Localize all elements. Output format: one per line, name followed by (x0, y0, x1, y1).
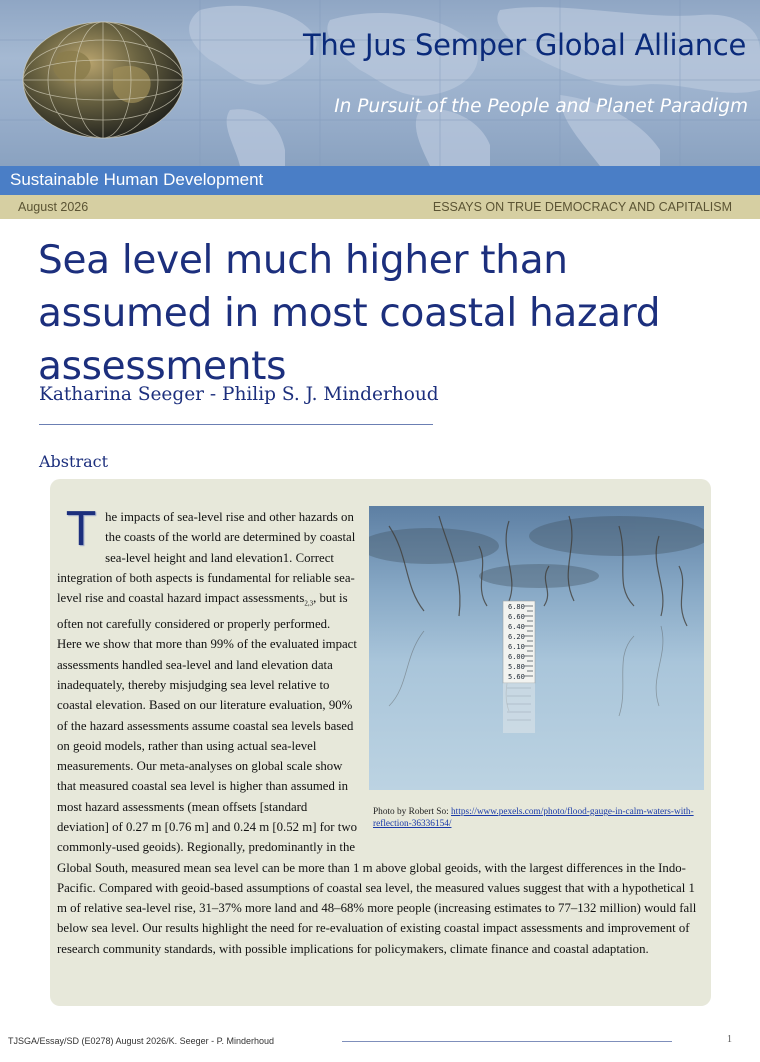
section-bar (0, 166, 760, 195)
flood-gauge-photo (369, 506, 704, 790)
header-banner (0, 0, 760, 166)
gauge-label-7: 5.60 (508, 673, 525, 681)
footer-citation: TJSGA/Essay/SD (E0278) August 2026/K. Seeger - P. Minderhoud (8, 1036, 274, 1046)
abstract-body-part1: he impacts of sea-level rise and other hazards on the coasts of the world are determined by coastal sea-level height and land elevation1. Correct integration of both aspects is fundamental for reliable sea-level rise and coastal hazard impact assessments (57, 510, 356, 606)
caption-prefix: Photo by Robert So: (373, 807, 451, 817)
gauge-label-2: 6.40 (508, 623, 525, 631)
flood-gauge-image (369, 506, 704, 790)
title-divider (39, 424, 433, 425)
article-title: Sea level much higher than assumed in most coastal hazard assessments (38, 238, 661, 389)
article-authors: Katharina Seeger - Philip S. J. Minderhoud (39, 384, 439, 405)
gauge-label-3: 6.20 (508, 633, 525, 641)
abstract-body-part2: , but is often not carefully considered or properly performed. Here we show that more than 99% of the evaluated impact assessments handled sea-level and land elevation data inadequately, thereby misjudging sea level relative to coastal elevation. Based on our literature evaluation, 90% of the hazard assessments assume coastal sea levels based on geoid models, rather than using actual sea-level measurements. Our meta-analyses on global scale show that measured coastal sea level is higher than assumed in most hazard assessments (mean offsets [standard deviation] of 0.27 m [0.76 m] and 0.24 m [0.52 m] for two commonly-used geoids). Regionally, predominantly in the Global South, measured mean sea level can be more than 1 m above global geoids, with the largest differences in the Indo-Pacific. Compared with geoid-based assumptions of coastal sea level, the measured values suggest that with a hypothetical 1 m of relative sea-level rise, 31–37% more land and 48–68% more people (increasing estimates to 77–132 million) would fall below sea level. Our results highlight the need for re-evaluation of existing coastal impact assessments and improvement of research community standards, with possible implications for policymakers, climate finance and coastal adaptation. (57, 591, 697, 956)
gauge-label-0: 6.80 (508, 603, 525, 611)
issue-date: August 2026 (18, 200, 89, 214)
page-number: 1 (727, 1034, 732, 1045)
globe-logo-icon (18, 14, 188, 146)
date-bar (0, 195, 760, 219)
gauge-label-4: 6.10 (508, 643, 525, 651)
abstract-dropcap: T (67, 502, 96, 556)
photo-caption (373, 806, 703, 830)
site-tagline: In Pursuit of the People and Planet Paradigm (334, 96, 748, 117)
caption-link[interactable]: https://www.pexels.com/photo/flood-gauge-in-calm-waters-with-reflection-36336154/ (373, 807, 694, 829)
gauge-label-1: 6.60 (508, 613, 525, 621)
abstract-heading: Abstract (39, 452, 109, 471)
footer-divider (342, 1041, 672, 1042)
gauge-label-5: 6.00 (508, 653, 525, 661)
abstract-reference: 2,3 (304, 599, 314, 608)
series-label: ESSAYS ON TRUE DEMOCRACY AND CAPITALISM (432, 200, 732, 214)
site-title: The Jus Semper Global Alliance (303, 28, 746, 62)
gauge-label-6: 5.80 (508, 663, 525, 671)
section-label: Sustainable Human Development (10, 170, 264, 189)
